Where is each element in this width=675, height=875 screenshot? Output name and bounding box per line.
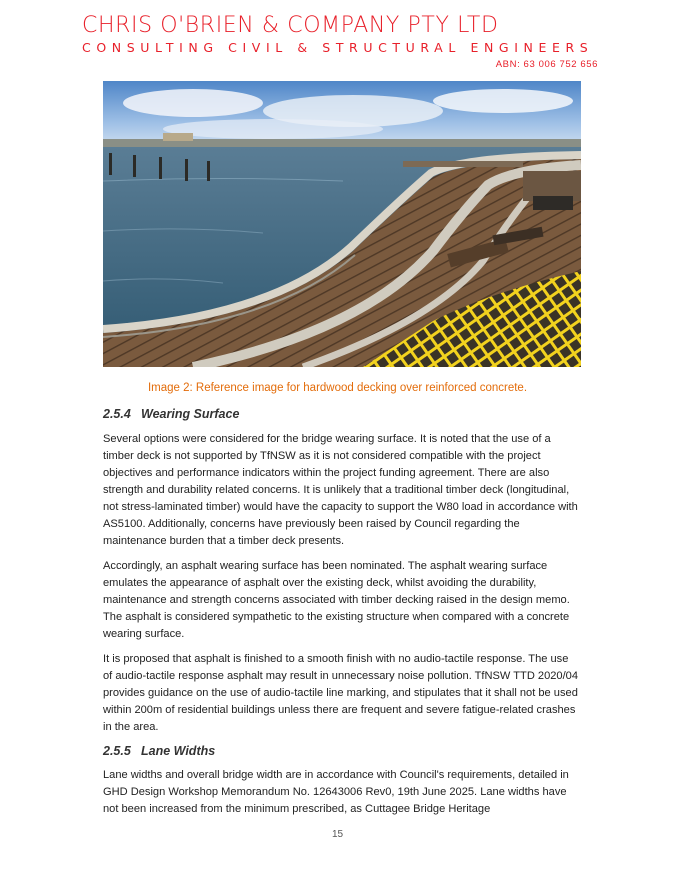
paragraph: It is proposed that asphalt is finished to a smooth finish with no audio-tactile response. The use of audio-tactile response asphalt may result in unnecessary noise pollution. TfNSW TTD 2020/04 provides guidance on the use of audio-tactile line marking, and stipulates that it shall not be used within 200m of residential buildings unless there are frequent and severe fatigue-related crashes in the area. [103,653,579,733]
section-number: 2.5.5 [103,744,131,758]
section-heading-lane-widths [103,744,215,758]
abn-number: ABN: 63 006 752 656 [495,59,598,70]
paragraph: Lane widths and overall bridge width are in accordance with Council's requirements, detailed in GHD Design Workshop Memorandum No. 12643006 Rev0, 19th June 2025. Lane widths have not been increased from the minimum prescribed, as Cuttagee Bridge Heritage [103,769,569,815]
company-name: CHRIS O'BRIEN & COMPANY PTY LTD [82,13,499,38]
paragraph: Several options were considered for the bridge wearing surface. It is noted that the use of a timber deck is not supported by TfNSW as it is not considered compatible with the project objectives and performance indicators within the project funding agreement. There are also strength and durability related concerns. It is unlikely that a traditional timber deck (longitudinal, not stress-laminated timber) would have the capacity to support the W80 load in accordance with AS5100. Additionally, concerns have previously been raised by Council regarding the maintenance burden that a timber deck presents. [103,433,578,547]
section-title: Wearing Surface [141,407,240,421]
figure-caption: Image 2: Reference image for hardwood decking over reinforced concrete. [147,382,528,394]
company-tagline: CONSULTING CIVIL & STRUCTURAL ENGINEERS [82,40,594,55]
section-number: 2.5.4 [103,407,131,421]
page-number: 15 [331,829,344,840]
paragraph: Accordingly, an asphalt wearing surface has been nominated. The asphalt wearing surface emulates the appearance of asphalt over the existing deck, whilst avoiding the durability, maintenance and strength concerns associated with timber decking raised in the design memo. The asphalt is considered sympathetic to the existing structure when compared with a concrete wearing surface. [103,560,570,640]
section-title: Lane Widths [141,744,216,758]
reference-photo [103,81,581,367]
section-heading-wearing-surface [103,407,239,421]
